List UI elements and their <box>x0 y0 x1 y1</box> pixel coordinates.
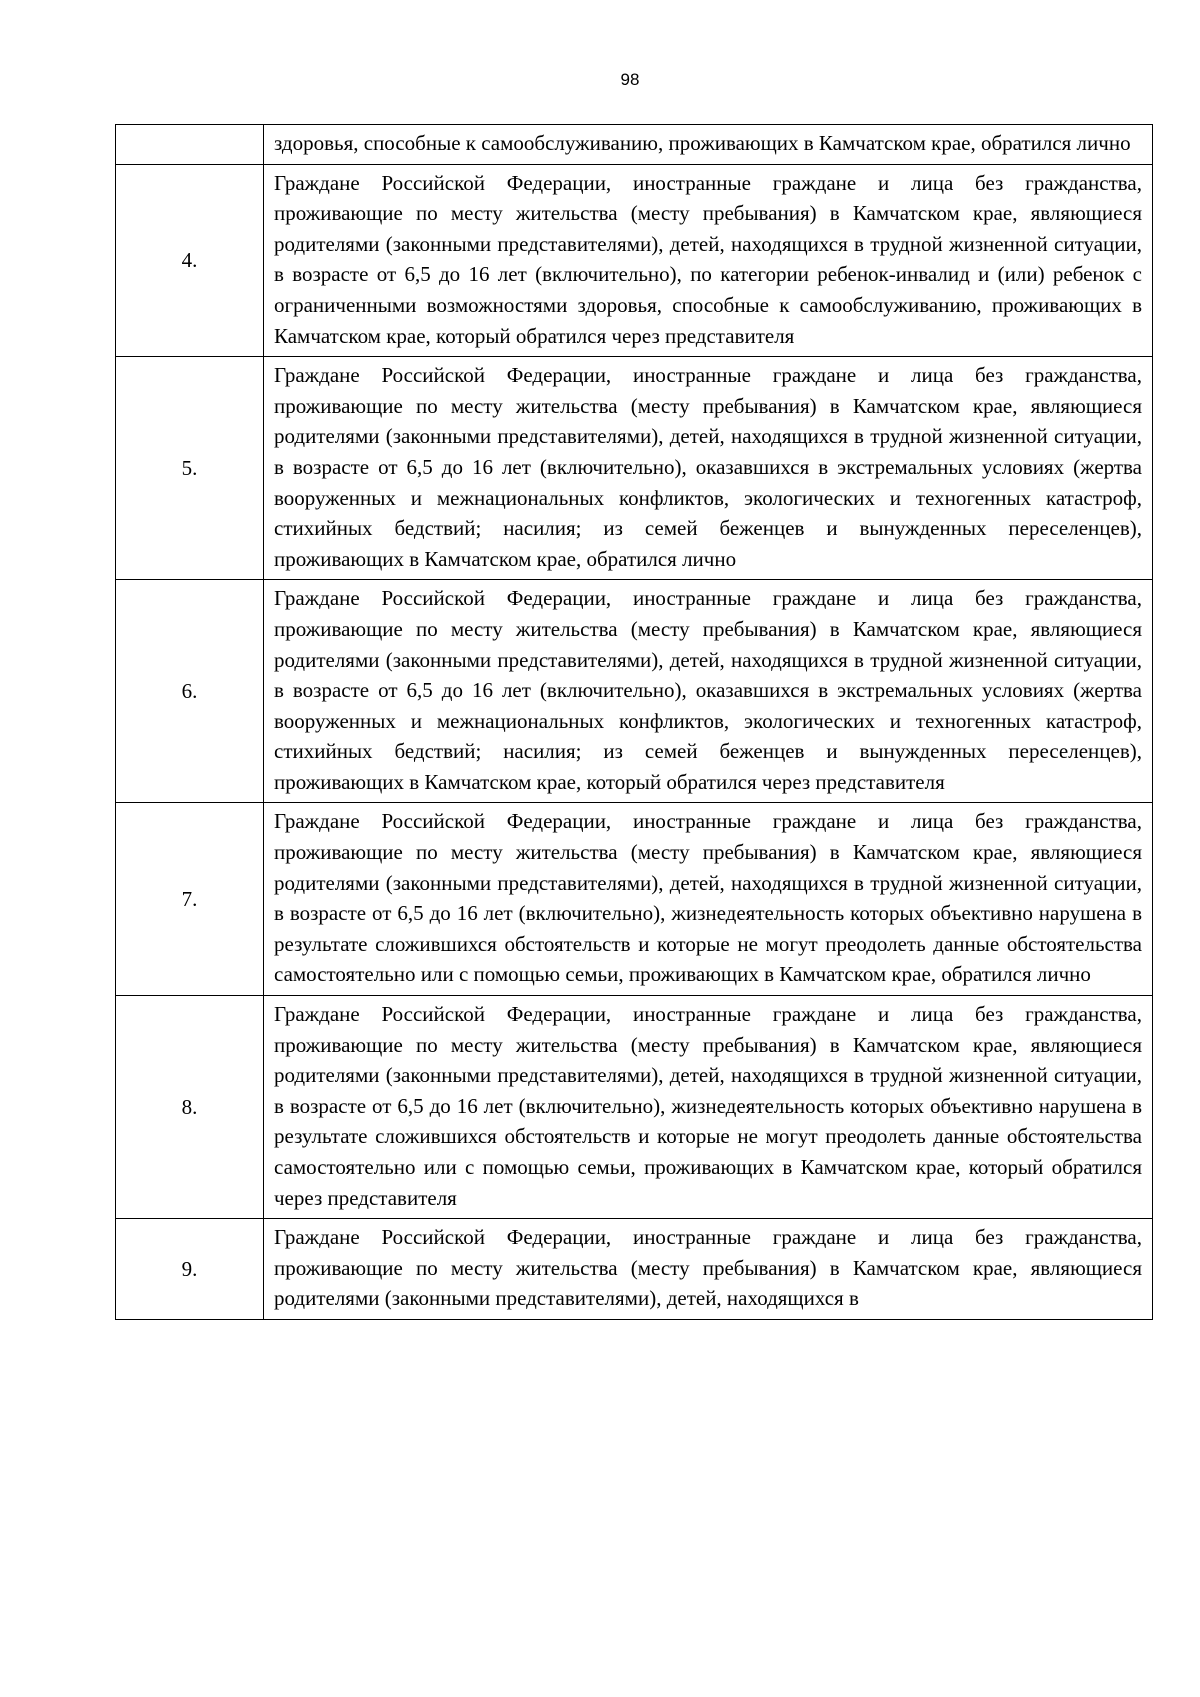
row-number-cell: 6. <box>116 580 264 803</box>
page-number: 98 <box>620 70 640 89</box>
row-description-cell: Граждане Российской Федерации, иностранные граждане и лица без гражданства, проживающие по месту жительства (месту пребывания) в Камчатском крае, являющиеся родителями (законными представителями), детей, находящихся в трудной жизненной ситуации, в возрасте от 6,5 до 16 лет (включительно), жизнедеятельность которых объективно нарушена в результате сложившихся обстоятельств и которые не могут преодолеть данные обстоятельства самостоятельно или с помощью семьи, проживающих в Камчатском крае, обратился лично <box>264 803 1153 996</box>
row-number-cell: 8. <box>116 996 264 1219</box>
row-description-cell: Граждане Российской Федерации, иностранные граждане и лица без гражданства, проживающие по месту жительства (месту пребывания) в Камчатском крае, являющиеся родителями (законными представителями), детей, находящихся в <box>264 1219 1153 1320</box>
applicant-categories-table <box>115 124 1153 1320</box>
table-row <box>116 164 1153 357</box>
table-row <box>116 580 1153 803</box>
row-number-cell: 9. <box>116 1219 264 1320</box>
table-row <box>116 996 1153 1219</box>
row-number-cell: 5. <box>116 357 264 580</box>
row-description-cell: Граждане Российской Федерации, иностранные граждане и лица без гражданства, проживающие по месту жительства (месту пребывания) в Камчатском крае, являющиеся родителями (законными представителями), детей, находящихся в трудной жизненной ситуации, в возрасте от 6,5 до 16 лет (включительно), оказавшихся в экстремальных условиях (жертва вооруженных и межнациональных конфликтов, экологических и техногенных катастроф, стихийных бедствий; насилия; из семей беженцев и вынужденных переселенцев), проживающих в Камчатском крае, обратился лично <box>264 357 1153 580</box>
row-description-cell: Граждане Российской Федерации, иностранные граждане и лица без гражданства, проживающие по месту жительства (месту пребывания) в Камчатском крае, являющиеся родителями (законными представителями), детей, находящихся в трудной жизненной ситуации, в возрасте от 6,5 до 16 лет (включительно), оказавшихся в экстремальных условиях (жертва вооруженных и межнациональных конфликтов, экологических и техногенных катастроф, стихийных бедствий; насилия; из семей беженцев и вынужденных переселенцев), проживающих в Камчатском крае, который обратился через представителя <box>264 580 1153 803</box>
row-number-cell <box>116 125 264 165</box>
table-row <box>116 803 1153 996</box>
table-row <box>116 1219 1153 1320</box>
row-number-cell: 7. <box>116 803 264 996</box>
table-row <box>116 357 1153 580</box>
table-row <box>116 125 1153 165</box>
row-description-cell: Граждане Российской Федерации, иностранные граждане и лица без гражданства, проживающие по месту жительства (месту пребывания) в Камчатском крае, являющиеся родителями (законными представителями), детей, находящихся в трудной жизненной ситуации, в возрасте от 6,5 до 16 лет (включительно), жизнедеятельность которых объективно нарушена в результате сложившихся обстоятельств и которые не могут преодолеть данные обстоятельства самостоятельно или с помощью семьи, проживающих в Камчатском крае, который обратился через представителя <box>264 996 1153 1219</box>
row-description-cell: здоровья, способные к самообслуживанию, проживающих в Камчатском крае, обратился лично <box>264 125 1153 165</box>
row-description-cell: Граждане Российской Федерации, иностранные граждане и лица без гражданства, проживающие по месту жительства (месту пребывания) в Камчатском крае, являющиеся родителями (законными представителями), детей, находящихся в трудной жизненной ситуации, в возрасте от 6,5 до 16 лет (включительно), по категории ребенок-инвалид и (или) ребенок с ограниченными возможностями здоровья, способные к самообслуживанию, проживающих в Камчатском крае, который обратился через представителя <box>264 164 1153 357</box>
row-number-cell: 4. <box>116 164 264 357</box>
